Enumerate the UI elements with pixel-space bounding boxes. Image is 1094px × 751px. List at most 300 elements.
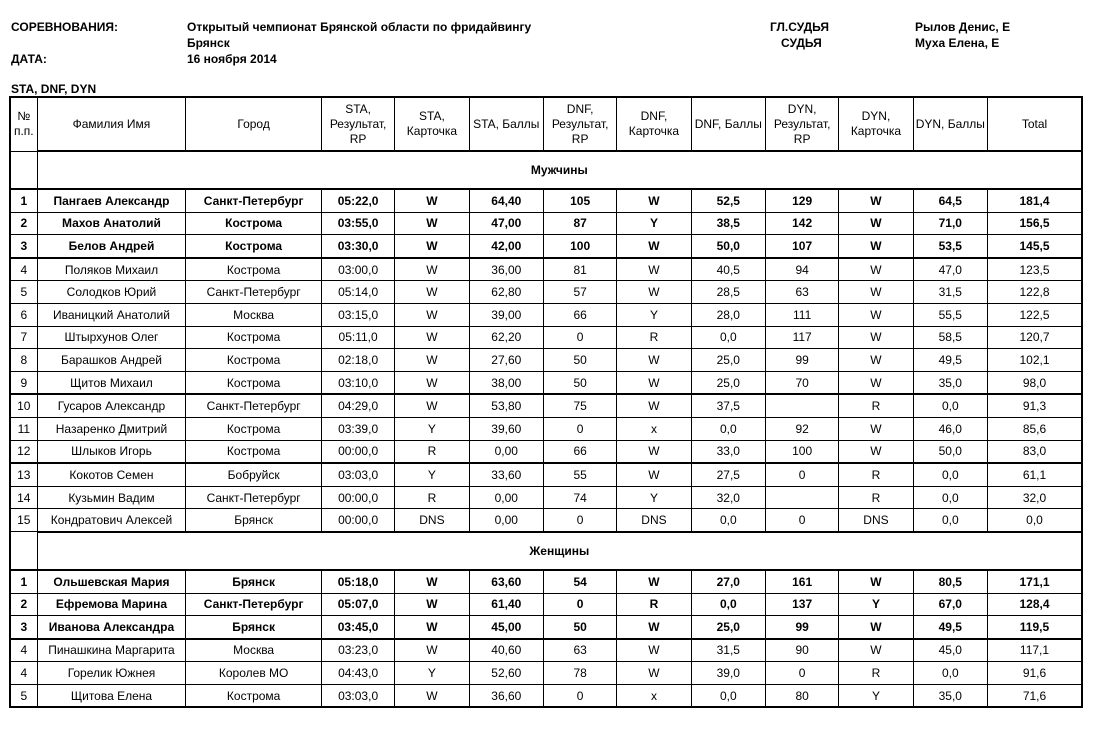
table-cell: 137 — [765, 593, 838, 616]
table-cell: 32,0 — [987, 486, 1082, 509]
table-cell: 0,0 — [691, 417, 765, 440]
table-cell: 47,0 — [913, 258, 987, 281]
table-cell: W — [839, 639, 913, 662]
competition-label: СОРЕВНОВАНИЯ: — [11, 20, 119, 34]
table-cell: Y — [395, 463, 469, 486]
table-cell: 0,0 — [913, 394, 987, 417]
table-cell: 0 — [543, 417, 616, 440]
table-cell: 0 — [543, 326, 616, 349]
table-cell: 91,6 — [987, 662, 1082, 685]
table-cell: 03:23,0 — [321, 639, 394, 662]
table-cell: Ефремова Марина — [37, 593, 186, 616]
table-cell: x — [617, 417, 691, 440]
table-cell: 50 — [543, 616, 616, 639]
table-row — [10, 684, 1082, 707]
table-cell: Москва — [186, 303, 322, 326]
table-cell: 99 — [765, 349, 838, 372]
table-cell: 90 — [765, 639, 838, 662]
table-cell: W — [395, 303, 469, 326]
table-cell: 64,40 — [469, 189, 543, 212]
table-cell: 03:55,0 — [321, 212, 394, 235]
table-cell: 52,5 — [691, 189, 765, 212]
col-dnf-card: DNF, Карточка — [617, 97, 691, 151]
date-label: ДАТА: — [11, 52, 47, 66]
table-cell: Y — [839, 684, 913, 707]
col-sta-result: STA, Результат, RP — [321, 97, 394, 151]
table-cell: 42,00 — [469, 235, 543, 258]
table-cell: Санкт-Петербург — [186, 281, 322, 304]
table-cell: W — [617, 570, 691, 593]
table-cell: 53,80 — [469, 394, 543, 417]
table-cell: 120,7 — [987, 326, 1082, 349]
table-cell: 14 — [10, 486, 37, 509]
col-total: Total — [987, 97, 1082, 151]
table-cell: 61,40 — [469, 593, 543, 616]
table-cell: W — [395, 371, 469, 394]
table-cell: Y — [617, 303, 691, 326]
table-cell: 00:00,0 — [321, 486, 394, 509]
table-cell: Гусаров Александр — [37, 394, 186, 417]
table-cell: 05:07,0 — [321, 593, 394, 616]
table-cell: 03:00,0 — [321, 258, 394, 281]
table-cell: W — [395, 281, 469, 304]
table-cell: 25,0 — [691, 616, 765, 639]
table-cell: 15 — [10, 509, 37, 532]
table-cell: 171,1 — [987, 570, 1082, 593]
table-cell: 39,00 — [469, 303, 543, 326]
table-cell: 05:14,0 — [321, 281, 394, 304]
table-cell: 39,0 — [691, 662, 765, 685]
table-row — [10, 616, 1082, 639]
judge-name: Муха Елена, Е — [915, 36, 1000, 50]
table-cell: Кострома — [186, 326, 322, 349]
competition-title: Открытый чемпионат Брянской области по фридайвингу — [187, 20, 532, 34]
table-cell: Кокотов Семен — [37, 463, 186, 486]
table-cell: DNS — [617, 509, 691, 532]
table-cell: 03:39,0 — [321, 417, 394, 440]
table-cell: Королев МО — [186, 662, 322, 685]
table-row — [10, 349, 1082, 372]
table-cell: Кострома — [186, 235, 322, 258]
table-cell: 117,1 — [987, 639, 1082, 662]
col-sta-points: STA, Баллы — [469, 97, 543, 151]
table-cell: W — [617, 662, 691, 685]
table-row — [10, 440, 1082, 463]
table-cell: 0,0 — [913, 662, 987, 685]
table-cell: 80 — [765, 684, 838, 707]
table-cell: Кострома — [186, 212, 322, 235]
table-row — [10, 212, 1082, 235]
table-cell: Кострома — [186, 371, 322, 394]
table-cell: W — [839, 212, 913, 235]
table-cell: 0,00 — [469, 486, 543, 509]
table-cell: W — [839, 570, 913, 593]
table-cell: 0,0 — [691, 593, 765, 616]
table-cell: 0 — [765, 509, 838, 532]
table-cell: W — [395, 570, 469, 593]
table-cell: 156,5 — [987, 212, 1082, 235]
table-cell: 33,60 — [469, 463, 543, 486]
table-cell: 32,0 — [691, 486, 765, 509]
table-cell: Санкт-Петербург — [186, 486, 322, 509]
table-cell: 0,00 — [469, 509, 543, 532]
table-cell: Барашков Андрей — [37, 349, 186, 372]
table-cell: R — [839, 662, 913, 685]
table-cell: Y — [839, 593, 913, 616]
table-cell: 5 — [10, 281, 37, 304]
table-cell: 71,6 — [987, 684, 1082, 707]
table-row — [10, 486, 1082, 509]
table-cell: 27,60 — [469, 349, 543, 372]
table-cell: 4 — [10, 639, 37, 662]
table-cell: 36,00 — [469, 258, 543, 281]
table-cell: 0,0 — [913, 486, 987, 509]
table-cell: 0 — [765, 662, 838, 685]
table-cell: 71,0 — [913, 212, 987, 235]
table-cell: 94 — [765, 258, 838, 281]
table-cell: 13 — [10, 463, 37, 486]
table-cell: DNS — [395, 509, 469, 532]
table-cell: 10 — [10, 394, 37, 417]
table-cell: 70 — [765, 371, 838, 394]
table-cell: W — [617, 639, 691, 662]
table-cell: Иванова Александра — [37, 616, 186, 639]
table-cell: W — [839, 440, 913, 463]
table-cell: 123,5 — [987, 258, 1082, 281]
table-cell: Горелик Южнея — [37, 662, 186, 685]
table-cell: 1 — [10, 570, 37, 593]
table-cell — [765, 486, 838, 509]
table-cell: 6 — [10, 303, 37, 326]
table-cell: 102,1 — [987, 349, 1082, 372]
table-cell: 80,5 — [913, 570, 987, 593]
disciplines: STA, DNF, DYN — [11, 82, 97, 96]
table-cell: 54 — [543, 570, 616, 593]
table-cell: W — [839, 417, 913, 440]
table-cell: 57 — [543, 281, 616, 304]
table-cell: 63,60 — [469, 570, 543, 593]
table-cell: W — [395, 235, 469, 258]
table-cell: 38,00 — [469, 371, 543, 394]
table-cell: Щитов Михаил — [37, 371, 186, 394]
table-cell: 100 — [543, 235, 616, 258]
table-cell: Санкт-Петербург — [186, 593, 322, 616]
table-cell: 5 — [10, 684, 37, 707]
col-dnf-result: DNF, Результат, RP — [543, 97, 616, 151]
table-cell: 35,0 — [913, 684, 987, 707]
table-cell: 55 — [543, 463, 616, 486]
table-cell: 49,5 — [913, 349, 987, 372]
section-title: Женщины — [37, 532, 1082, 570]
results-table — [9, 96, 1083, 708]
table-cell: Поляков Михаил — [37, 258, 186, 281]
table-row — [10, 258, 1082, 281]
table-cell: Белов Андрей — [37, 235, 186, 258]
table-row — [10, 281, 1082, 304]
table-cell: Кострома — [186, 684, 322, 707]
table-cell: Брянск — [186, 616, 322, 639]
col-city: Город — [186, 97, 322, 151]
table-cell: W — [617, 616, 691, 639]
table-cell: W — [617, 440, 691, 463]
table-cell: 12 — [10, 440, 37, 463]
table-cell: 36,60 — [469, 684, 543, 707]
table-cell: 181,4 — [987, 189, 1082, 212]
header-row — [10, 97, 1082, 151]
table-cell: 49,5 — [913, 616, 987, 639]
table-cell: R — [617, 593, 691, 616]
table-cell: Санкт-Петербург — [186, 394, 322, 417]
table-cell: 107 — [765, 235, 838, 258]
table-cell: W — [395, 593, 469, 616]
table-cell: 61,1 — [987, 463, 1082, 486]
table-cell: 0 — [543, 593, 616, 616]
table-cell: 31,5 — [913, 281, 987, 304]
table-row — [10, 394, 1082, 417]
table-cell: 53,5 — [913, 235, 987, 258]
table-cell: 4 — [10, 258, 37, 281]
table-row — [10, 303, 1082, 326]
table-cell: 75 — [543, 394, 616, 417]
table-row — [10, 189, 1082, 212]
table-cell: 47,00 — [469, 212, 543, 235]
section-spacer — [10, 532, 37, 570]
table-cell: 03:15,0 — [321, 303, 394, 326]
table-cell: R — [395, 486, 469, 509]
table-row — [10, 235, 1082, 258]
table-row — [10, 570, 1082, 593]
table-cell: 11 — [10, 417, 37, 440]
table-cell: W — [395, 212, 469, 235]
table-cell: 04:43,0 — [321, 662, 394, 685]
table-cell: 46,0 — [913, 417, 987, 440]
table-cell: 78 — [543, 662, 616, 685]
table-cell: 117 — [765, 326, 838, 349]
table-row — [10, 463, 1082, 486]
table-cell: 91,3 — [987, 394, 1082, 417]
col-dnf-points: DNF, Баллы — [691, 97, 765, 151]
table-cell: W — [395, 326, 469, 349]
table-cell: 98,0 — [987, 371, 1082, 394]
table-cell: Y — [395, 662, 469, 685]
table-cell: 0,0 — [913, 463, 987, 486]
table-cell: 05:22,0 — [321, 189, 394, 212]
table-cell: 3 — [10, 235, 37, 258]
table-cell: Кузьмин Вадим — [37, 486, 186, 509]
table-cell: 99 — [765, 616, 838, 639]
table-cell: 128,4 — [987, 593, 1082, 616]
table-cell: 63 — [765, 281, 838, 304]
table-cell: W — [839, 281, 913, 304]
col-sta-card: STA, Карточка — [395, 97, 469, 151]
table-row — [10, 326, 1082, 349]
table-cell: Пангаев Александр — [37, 189, 186, 212]
table-cell: 0 — [543, 684, 616, 707]
table-cell: 66 — [543, 303, 616, 326]
table-cell: W — [395, 349, 469, 372]
table-cell: W — [839, 349, 913, 372]
table-cell: W — [839, 258, 913, 281]
table-cell: 27,5 — [691, 463, 765, 486]
table-cell: W — [617, 463, 691, 486]
table-cell: Кондратович Алексей — [37, 509, 186, 532]
section-spacer — [10, 151, 37, 189]
table-cell: 66 — [543, 440, 616, 463]
table-cell: 50,0 — [913, 440, 987, 463]
table-cell: R — [839, 486, 913, 509]
table-cell: 1 — [10, 189, 37, 212]
table-cell: W — [839, 303, 913, 326]
table-cell: W — [839, 189, 913, 212]
table-cell: 02:18,0 — [321, 349, 394, 372]
table-cell: Кострома — [186, 440, 322, 463]
table-cell: 03:30,0 — [321, 235, 394, 258]
table-cell: W — [395, 189, 469, 212]
table-cell: Санкт-Петербург — [186, 189, 322, 212]
col-name: Фамилия Имя — [37, 97, 186, 151]
chief-judge-label: ГЛ.СУДЬЯ — [770, 20, 829, 34]
table-cell: Кострома — [186, 349, 322, 372]
table-cell: 25,0 — [691, 349, 765, 372]
table-cell: R — [395, 440, 469, 463]
competition-city: Брянск — [187, 36, 230, 50]
table-cell: 81 — [543, 258, 616, 281]
table-cell: 40,5 — [691, 258, 765, 281]
table-cell: 0 — [765, 463, 838, 486]
table-cell: Бобруйск — [186, 463, 322, 486]
table-cell: 31,5 — [691, 639, 765, 662]
table-cell: R — [617, 326, 691, 349]
section-women — [10, 532, 1082, 570]
table-cell: 0 — [543, 509, 616, 532]
table-cell: 03:03,0 — [321, 684, 394, 707]
table-cell: 85,6 — [987, 417, 1082, 440]
table-cell: 55,5 — [913, 303, 987, 326]
table-cell: 63 — [543, 639, 616, 662]
table-cell: 00:00,0 — [321, 440, 394, 463]
table-cell: 9 — [10, 371, 37, 394]
section-title: Мужчины — [37, 151, 1082, 189]
table-cell: 122,8 — [987, 281, 1082, 304]
table-cell: 0,0 — [691, 326, 765, 349]
table-cell: 03:03,0 — [321, 463, 394, 486]
table-row — [10, 417, 1082, 440]
table-cell: 00:00,0 — [321, 509, 394, 532]
chief-judge-name: Рылов Денис, Е — [915, 20, 1011, 34]
col-dyn-result: DYN, Результат, RP — [765, 97, 838, 151]
table-cell: 2 — [10, 593, 37, 616]
table-cell: 0,0 — [987, 509, 1082, 532]
table-cell: 105 — [543, 189, 616, 212]
table-cell: 45,00 — [469, 616, 543, 639]
table-cell: 28,0 — [691, 303, 765, 326]
table-cell: R — [839, 394, 913, 417]
table-cell: 83,0 — [987, 440, 1082, 463]
table-cell: 45,0 — [913, 639, 987, 662]
table-cell: 0,0 — [913, 509, 987, 532]
table-cell: 50,0 — [691, 235, 765, 258]
table-cell: W — [395, 258, 469, 281]
table-cell: Кострома — [186, 417, 322, 440]
table-cell: 39,60 — [469, 417, 543, 440]
table-cell: W — [617, 281, 691, 304]
table-cell: W — [839, 616, 913, 639]
table-cell: 37,5 — [691, 394, 765, 417]
table-cell: 142 — [765, 212, 838, 235]
table-cell: W — [617, 235, 691, 258]
table-cell: Шлыков Игорь — [37, 440, 186, 463]
table-cell: W — [839, 235, 913, 258]
table-row — [10, 593, 1082, 616]
table-cell: 129 — [765, 189, 838, 212]
table-cell: W — [617, 189, 691, 212]
table-cell: 28,5 — [691, 281, 765, 304]
table-cell: 67,0 — [913, 593, 987, 616]
table-cell: 52,60 — [469, 662, 543, 685]
table-cell: 03:45,0 — [321, 616, 394, 639]
table-cell — [765, 394, 838, 417]
table-cell: Москва — [186, 639, 322, 662]
table-cell: 27,0 — [691, 570, 765, 593]
table-cell: W — [395, 684, 469, 707]
table-cell: Кострома — [186, 258, 322, 281]
judge-label: СУДЬЯ — [781, 36, 822, 50]
table-cell: W — [617, 394, 691, 417]
table-cell: 33,0 — [691, 440, 765, 463]
table-cell: W — [395, 616, 469, 639]
table-cell: 50 — [543, 371, 616, 394]
table-cell: 62,20 — [469, 326, 543, 349]
table-cell: Махов Анатолий — [37, 212, 186, 235]
table-cell: 100 — [765, 440, 838, 463]
table-cell: 145,5 — [987, 235, 1082, 258]
table-cell: 161 — [765, 570, 838, 593]
table-cell: 35,0 — [913, 371, 987, 394]
table-cell: W — [839, 371, 913, 394]
table-cell: W — [617, 371, 691, 394]
table-cell: 3 — [10, 616, 37, 639]
table-cell: 58,5 — [913, 326, 987, 349]
table-cell: Щитова Елена — [37, 684, 186, 707]
table-cell: R — [839, 463, 913, 486]
table-row — [10, 371, 1082, 394]
table-cell: Назаренко Дмитрий — [37, 417, 186, 440]
table-cell: Иваницкий Анатолий — [37, 303, 186, 326]
table-cell: 111 — [765, 303, 838, 326]
table-cell: 0,0 — [691, 509, 765, 532]
table-cell: 25,0 — [691, 371, 765, 394]
table-cell: Брянск — [186, 509, 322, 532]
table-cell: W — [395, 639, 469, 662]
table-cell: 0,0 — [691, 684, 765, 707]
table-cell: 92 — [765, 417, 838, 440]
table-cell: 38,5 — [691, 212, 765, 235]
table-cell: 7 — [10, 326, 37, 349]
table-cell: 64,5 — [913, 189, 987, 212]
table-cell: 03:10,0 — [321, 371, 394, 394]
table-cell: Y — [395, 417, 469, 440]
table-cell: Ольшевская Мария — [37, 570, 186, 593]
col-dyn-card: DYN, Карточка — [839, 97, 913, 151]
table-cell: Y — [617, 486, 691, 509]
table-cell: 62,80 — [469, 281, 543, 304]
table-cell: Y — [617, 212, 691, 235]
table-cell: 87 — [543, 212, 616, 235]
table-cell: W — [395, 394, 469, 417]
table-cell: 2 — [10, 212, 37, 235]
competition-date: 16 ноября 2014 — [187, 52, 277, 66]
table-cell: DNS — [839, 509, 913, 532]
